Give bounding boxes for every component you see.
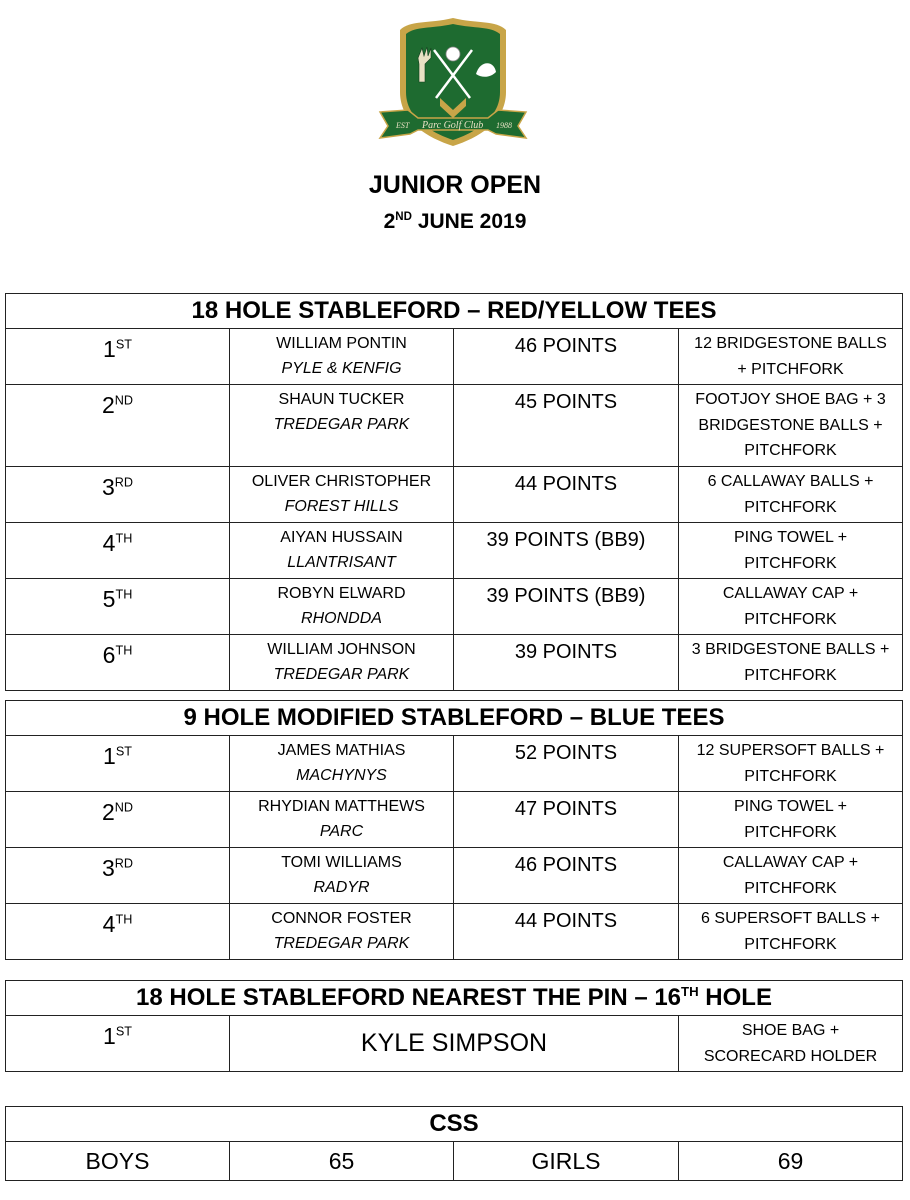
table-row [6,523,903,579]
svg-text:EST: EST [396,121,410,130]
table-row [6,1142,903,1181]
table-row [6,792,903,848]
section-title: 18 HOLE STABLEFORD NEAREST THE PIN – 16TH HOLE [6,981,903,1016]
section-title: CSS [6,1107,903,1142]
prize-cell: 6 SUPERSOFT BALLS + PITCHFORK [679,904,903,960]
table-row [6,635,903,691]
points-cell: 52 POINTS [454,736,679,792]
section-title: 9 HOLE MODIFIED STABLEFORD – BLUE TEES [6,701,903,736]
place-cell: 5TH [6,579,230,635]
player-cell: AIYAN HUSSAIN LLANTRISANT [230,523,454,579]
table-row [6,904,903,960]
player-cell: CONNOR FOSTER TREDEGAR PARK [230,904,454,960]
place-cell: 3RD [6,467,230,523]
player-cell: ROBYN ELWARD RHONDDA [230,579,454,635]
boys-label: BOYS [6,1142,230,1181]
player-cell: KYLE SIMPSON [230,1016,679,1072]
prize-cell: PING TOWEL + PITCHFORK [679,792,903,848]
girls-label: GIRLS [454,1142,679,1181]
page-title: JUNIOR OPEN [368,171,542,199]
prize-cell: 6 CALLAWAY BALLS + PITCHFORK [679,467,903,523]
svg-text:Parc Golf Club: Parc Golf Club [422,120,484,131]
points-cell: 46 POINTS [454,848,679,904]
table-row [6,1016,903,1072]
place-cell: 4TH [6,904,230,960]
points-cell: 39 POINTS [454,635,679,691]
table-row [6,736,903,792]
prize-cell: PING TOWEL + PITCHFORK [679,523,903,579]
points-cell: 46 POINTS [454,329,679,385]
prize-cell: FOOTJOY SHOE BAG + 3 BRIDGESTONE BALLS + PITCHFORK [679,385,903,467]
place-cell: 4TH [6,523,230,579]
table-row [6,579,903,635]
prize-cell: 3 BRIDGESTONE BALLS + PITCHFORK [679,635,903,691]
table-row [6,385,903,467]
place-cell: 2ND [6,792,230,848]
points-cell: 45 POINTS [454,385,679,467]
table-row [6,329,903,385]
player-cell: JAMES MATHIAS MACHYNYS [230,736,454,792]
svg-text:1988: 1988 [496,121,512,130]
place-cell: 6TH [6,635,230,691]
player-cell: SHAUN TUCKER TREDEGAR PARK [230,385,454,467]
place-cell: 1ST [6,329,230,385]
parc-golf-club-logo [378,14,528,148]
player-cell: WILLIAM PONTIN PYLE & KENFIG [230,329,454,385]
points-cell: 39 POINTS (BB9) [454,523,679,579]
results-table-9-hole [5,700,903,960]
points-cell: 39 POINTS (BB9) [454,579,679,635]
section-title: 18 HOLE STABLEFORD – RED/YELLOW TEES [6,294,903,329]
table-row [6,467,903,523]
player-cell: RHYDIAN MATTHEWS PARC [230,792,454,848]
place-cell: 1ST [6,736,230,792]
table-row [6,848,903,904]
points-cell: 44 POINTS [454,467,679,523]
player-cell: OLIVER CHRISTOPHER FOREST HILLS [230,467,454,523]
points-cell: 47 POINTS [454,792,679,848]
prize-cell: CALLAWAY CAP + PITCHFORK [679,579,903,635]
results-table-18-hole [5,293,903,691]
prize-cell: 12 SUPERSOFT BALLS + PITCHFORK [679,736,903,792]
results-table-nearest-pin [5,980,903,1072]
place-cell: 2ND [6,385,230,467]
prize-cell: 12 BRIDGESTONE BALLS + PITCHFORK [679,329,903,385]
event-date: 2ND JUNE 2019 [383,210,527,233]
player-cell: TOMI WILLIAMS RADYR [230,848,454,904]
girls-value: 69 [679,1142,903,1181]
css-table [5,1106,903,1181]
points-cell: 44 POINTS [454,904,679,960]
prize-cell: CALLAWAY CAP + PITCHFORK [679,848,903,904]
boys-value: 65 [230,1142,454,1181]
place-cell: 3RD [6,848,230,904]
place-cell: 1ST [6,1016,230,1072]
player-cell: WILLIAM JOHNSON TREDEGAR PARK [230,635,454,691]
prize-cell: SHOE BAG + SCORECARD HOLDER [679,1016,903,1072]
